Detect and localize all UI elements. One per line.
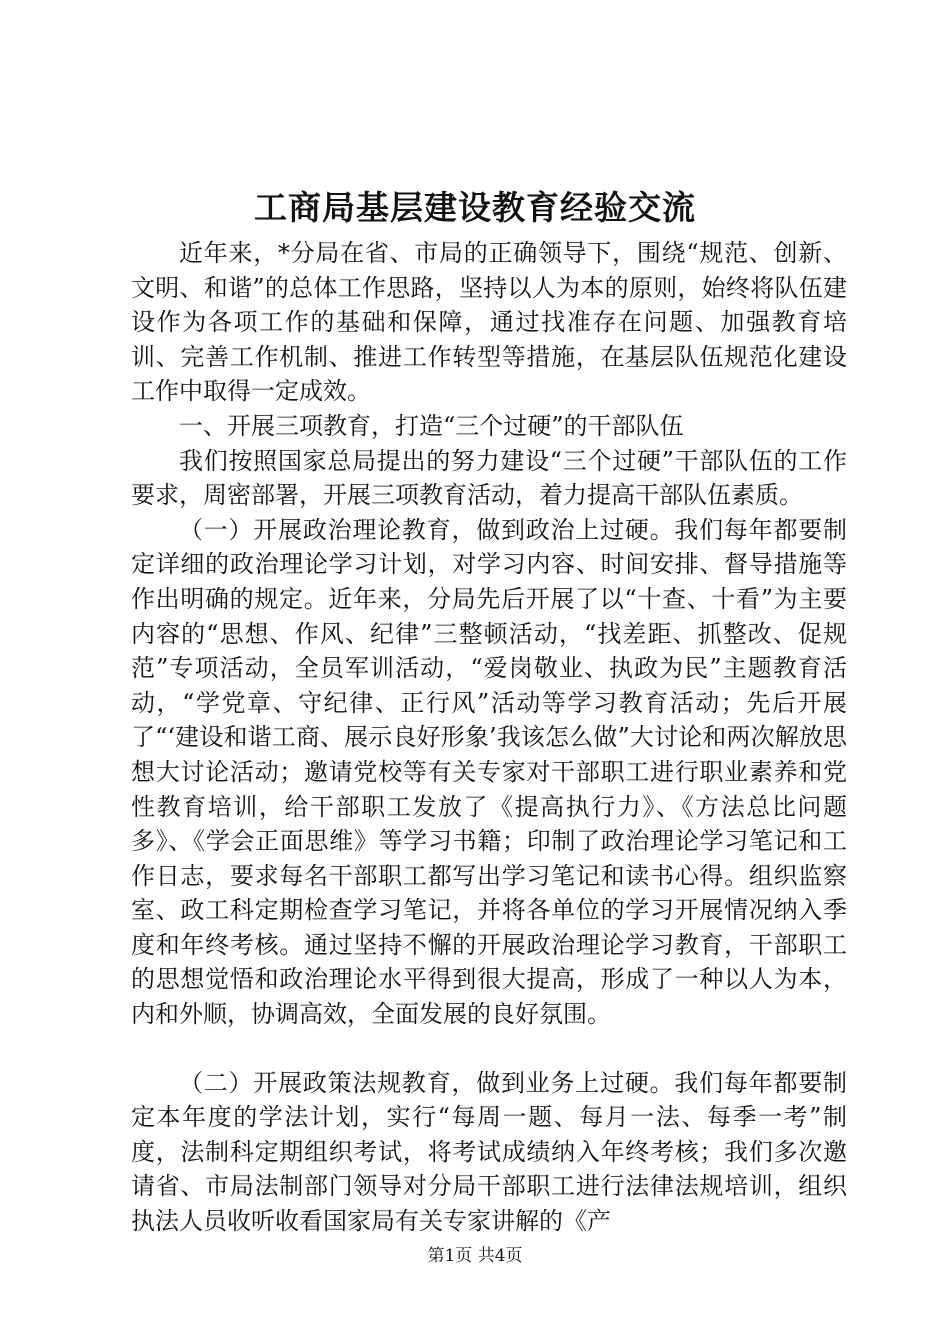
intro-paragraph: 近年来，*分局在省、市局的正确领导下，围绕“规范、创新、文明、和谐”的总体工作思路，坚持以人为本的原则，始终将队伍建设作为各项工作的基础和保障，通过找准存在问题、加强教育培训、完善工作机制、推进工作转型等措施，在基层队伍规范化建设工作中取得一定成效。 <box>131 239 847 406</box>
page-number-footer: 第1页 共4页 <box>427 1246 523 1266</box>
legal-education-paragraph: （二）开展政策法规教育，做到业务上过硬。我们每年都要制定本年度的学法计划，实行“每周一题、每月一法、每季一考”制度，法制科定期组织考试，将考试成绩纳入年终考核；我们多次邀请省、市局法制部门领导对分局干部职工进行法律法规培训，组织执法人员收听收看国家局有关专家讲解的《产 <box>131 1068 847 1236</box>
document-title: 工商局基层建设教育经验交流 <box>254 188 696 227</box>
section-intro-paragraph: 我们按照国家总局提出的努力建设“三个过硬”干部队伍的工作要求，周密部署，开展三项教育活动，着力提高干部队伍素质。 <box>131 446 847 510</box>
political-education-paragraph: （一）开展政治理论教育，做到政治上过硬。我们每年都要制定详细的政治理论学习计划，对学习内容、时间安排、督导措施等作出明确的规定。近年来，分局先后开展了以“十查、十看”为主要内容的“思想、作风、纪律”三整顿活动，“找差距、抓整改、促规范”专项活动，全员军训活动，“爱岗敬业、执政为民”主题教育活动，“学党章、守纪律、正行风”活动等学习教育活动；先后开展了“‘建设和谐工商、展示良好形象’我该怎么做”大讨论和两次解放思想大讨论活动；邀请党校等有关专家对干部职工进行职业素养和党性教育培训，给干部职工发放了《提高执行力》、《方法总比问题多》、《学会正面思维》等学习书籍；印制了政治理论学习笔记和工作日志，要求每名干部职工都写出学习笔记和读书心得。组织监察室、政工科定期检查学习笔记，并将各单位的学习开展情况纳入季度和年终考核。通过坚持不懈的开展政治理论学习教育，干部职工的思想觉悟和政治理论水平得到很大提高，形成了一种以人为本，内和外顺，协调高效，全面发展的良好氛围。 <box>131 515 847 1029</box>
document-body <box>131 236 847 1239</box>
section-heading-1: 一、开展三项教育，打造“三个过硬”的干部队伍 <box>179 411 684 440</box>
